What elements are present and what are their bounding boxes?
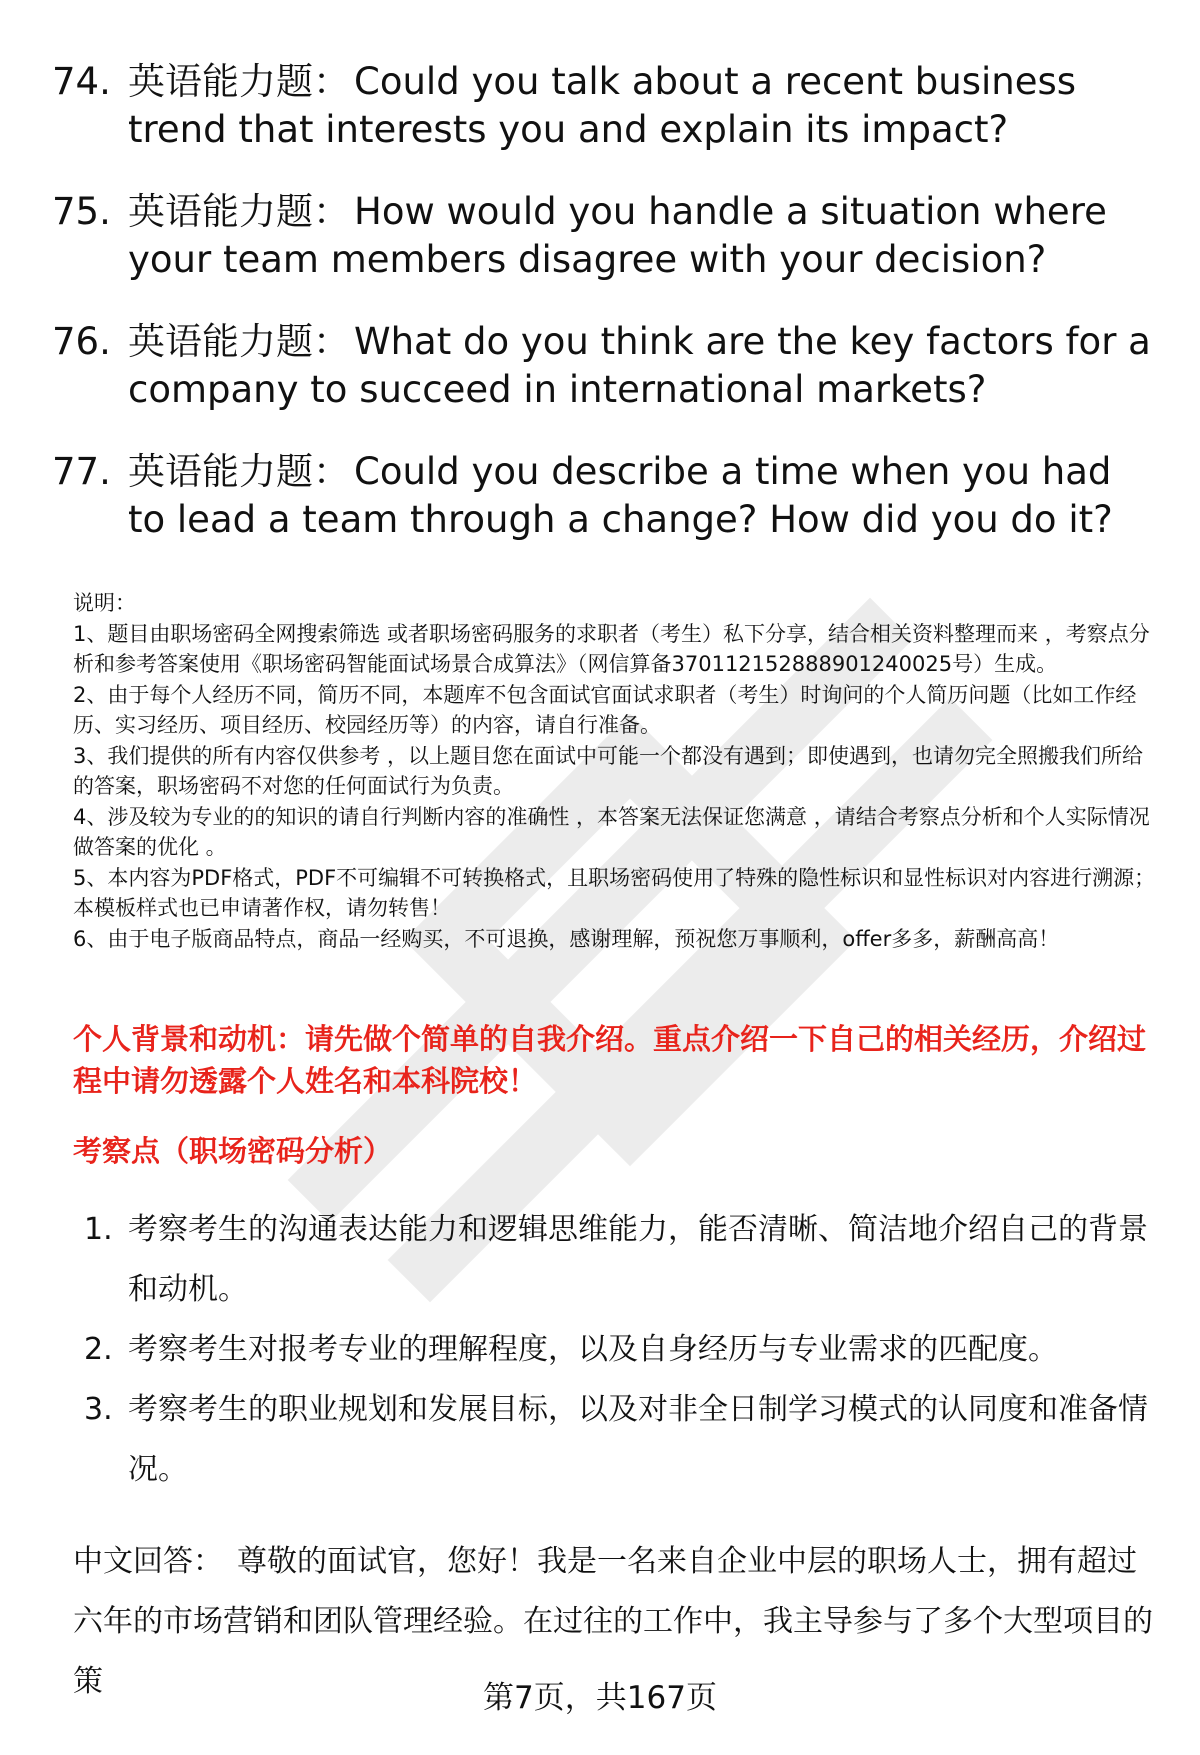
question-number: 74. (52, 60, 111, 103)
note-item: 3、我们提供的所有内容仅供参考 ，以上题目您在面试中可能一个都没有遇到；即使遇到，也请勿完全照搬我们所给的答案，职场密码不对您的任何面试行为负责。 (73, 743, 1144, 798)
analysis-number: 2. (84, 1332, 113, 1367)
question-item (52, 448, 1152, 544)
note-item: 1、题目由职场密码全网搜索筛选 或者职场密码服务的求职者（考生）私下分享，结合相关资料整理而来 ，考察点分析和参考答案使用《职场密码智能面试场景合成算法》（网信算备370112152888901240025号）生成。 (73, 621, 1150, 676)
question-list (52, 58, 1152, 578)
question-text: What do you think are the key factors for a company to succeed in international markets? (128, 320, 1151, 411)
analysis-number: 3. (84, 1392, 113, 1427)
analysis-heading: 考察点（职场密码分析） (73, 1134, 393, 1168)
note-item: 2、由于每个人经历不同，简历不同，本题库不包含面试官面试求职者（考生）时询问的个人简历问题（比如工作经历、实习经历、项目经历、校园经历等）的内容，请自行准备。 (73, 682, 1137, 737)
background-question-heading: 个人背景和动机：请先做个简单的自我介绍。重点介绍一下自己的相关经历，介绍过程中请勿透露个人姓名和本科院校！ (73, 1022, 1147, 1098)
analysis-item (84, 1320, 1164, 1380)
analysis-text: 考察考生的职业规划和发展目标，以及对非全日制学习模式的认同度和准备情况。 (128, 1392, 1148, 1487)
question-text-block (128, 58, 1152, 154)
question-text-block (128, 188, 1152, 284)
question-item (52, 188, 1152, 284)
note-item: 4、涉及较为专业的的知识的请自行判断内容的准确性 ，本答案无法保证您满意 ，请结合考察点分析和个人实际情况做答案的优化 。 (73, 804, 1150, 859)
analysis-text: 考察考生的沟通表达能力和逻辑思维能力，能否清晰、简洁地介绍自己的背景和动机。 (128, 1212, 1148, 1307)
question-type: 英语能力题： (128, 190, 350, 233)
question-text: How would you handle a situation where your team members disagree with your decision? (128, 190, 1107, 281)
answer-label: 中文回答： (73, 1544, 223, 1579)
question-text-block (128, 448, 1152, 544)
page-footer: 第7页，共167页 (483, 1680, 717, 1716)
question-text: Could you talk about a recent business trend that interests you and explain its impact? (128, 60, 1077, 151)
question-number: 77. (52, 450, 111, 493)
analysis-list (84, 1200, 1164, 1500)
notes-section (73, 588, 1158, 954)
question-number: 75. (52, 190, 111, 233)
question-text-block (128, 318, 1152, 414)
question-type: 英语能力题： (128, 320, 350, 363)
analysis-item (84, 1200, 1164, 1320)
question-number: 76. (52, 320, 111, 363)
question-type: 英语能力题： (128, 450, 350, 493)
analysis-item (84, 1380, 1164, 1500)
note-item: 6、由于电子版商品特点，商品一经购买，不可退换，感谢理解，预祝您万事顺利，offer多多，薪酬高高！ (73, 926, 1060, 951)
answer-text: 尊敬的面试官，您好！我是一名来自企业中层的职场人士，拥有超过六年的市场营销和团队管理经验。在过往的工作中，我主导参与了多个大型项目的策 (73, 1544, 1153, 1699)
analysis-number: 1. (84, 1212, 113, 1247)
notes-title: 说明： (73, 591, 136, 615)
question-item (52, 58, 1152, 154)
note-item: 5、本内容为PDF格式，PDF不可编辑不可转换格式，且职场密码使用了特殊的隐性标识和显性标识对内容进行溯源；本模板样式也已申请著作权，请勿转售！ (73, 865, 1156, 920)
question-item (52, 318, 1152, 414)
question-type: 英语能力题： (128, 60, 350, 103)
question-text: Could you describe a time when you had to lead a team through a change? How did you do it? (128, 450, 1113, 541)
analysis-text: 考察考生对报考专业的理解程度，以及自身经历与专业需求的匹配度。 (128, 1332, 1058, 1367)
